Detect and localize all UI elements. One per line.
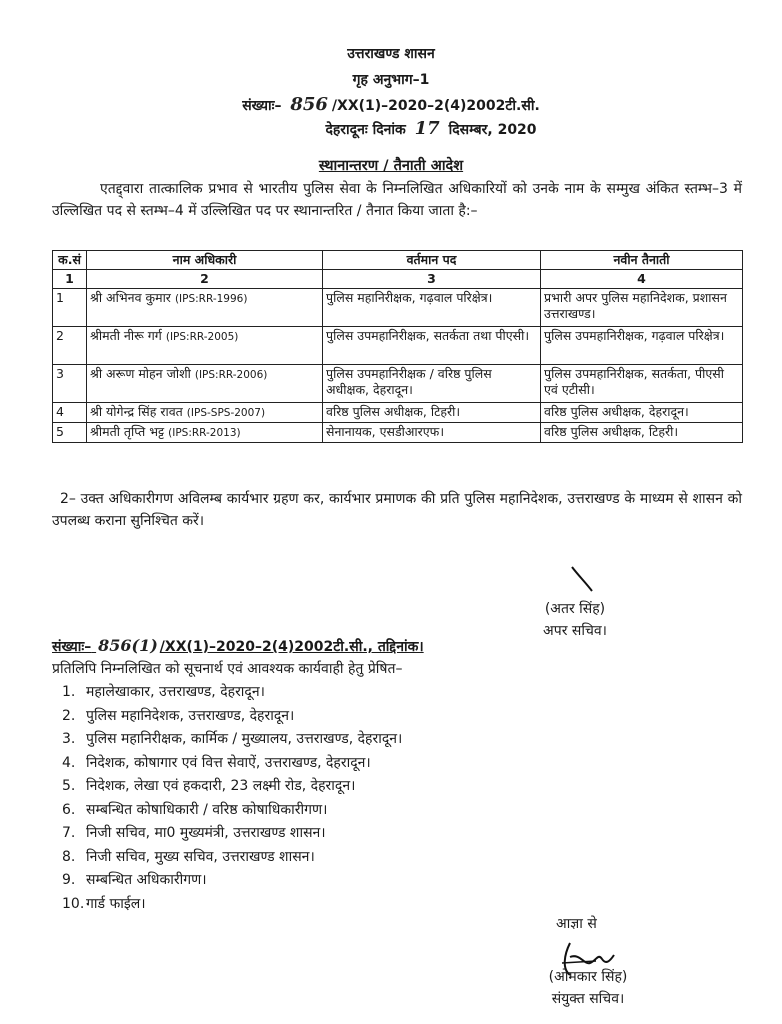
copy-ref-suffix: /XX(1)–2020–2(4)2002टी.सी., तद्दिनांक।	[159, 639, 424, 655]
list-item-number: 3.	[62, 731, 76, 747]
cell-current-post: वरिष्ठ पुलिस अधीक्षक, टिहरी।	[323, 403, 541, 423]
table-row	[53, 423, 743, 443]
col-number: 2	[87, 270, 323, 289]
cell-current-post: पुलिस उपमहानिरीक्षक / वरिष्ठ पुलिस अधीक्षक, देहरादून।	[323, 365, 541, 403]
cell-current-post: पुलिस महानिरीक्षक, गढ़वाल परिक्षेत्र।	[323, 289, 541, 327]
reference-number	[0, 94, 782, 115]
order-by-name: (ओमकार सिंह)	[548, 969, 628, 985]
cell-officer-name	[87, 403, 323, 423]
cell-new-posting: वरिष्ठ पुलिस अधीक्षक, देहरादून।	[541, 403, 743, 423]
cell-officer-name	[87, 423, 323, 443]
date-prefix: देहरादूनः दिनांक	[325, 122, 406, 138]
officer-service-ref: (IPS:RR-2005)	[165, 331, 239, 343]
list-item-text: निदेशक, लेखा एवं हकदारी, 23 लक्ष्मी रोड, देहरादून।	[86, 778, 356, 794]
list-item	[62, 846, 402, 870]
order-by-designation: संयुक्त सचिव।	[551, 991, 625, 1007]
officer-name: श्री अभिनव कुमार	[90, 290, 171, 305]
order-by-block	[528, 966, 648, 1010]
intro-paragraph: एतद्द्वारा तात्कालिक प्रभाव से भारतीय पुलिस सेवा के निम्नलिखित अधिकारियों को उनके नाम के सम्मुख अंकित स्तम्भ–3 में उल्लिखित पद से स्तम्भ–4 में उल्लिखित पद पर स्थानान्तरित / तैनात किया जाता है:–	[52, 181, 742, 219]
copy-ref-prefix: संख्याः–	[52, 639, 92, 655]
issue-date	[40, 118, 782, 139]
cell-serial: 5	[53, 423, 87, 443]
list-item-text: सम्बन्धित अधिकारीगण।	[86, 872, 207, 888]
list-item-text: पुलिस महानिदेशक, उत्तराखण्ड, देहरादून।	[86, 707, 295, 724]
date-handwritten-day: 17	[414, 118, 440, 139]
recipient-list	[62, 681, 402, 916]
list-item-text: निजी सचिव, मा0 मुख्यमंत्री, उत्तराखण्ड शासन।	[86, 825, 326, 841]
list-item	[62, 705, 402, 729]
list-item-number: 2.	[62, 707, 76, 724]
list-item	[62, 822, 402, 846]
table-column-number-row	[53, 270, 743, 289]
order-by-label: आज्ञा से	[556, 916, 597, 932]
reference-handwritten-number: 856	[290, 94, 328, 115]
list-item-number: 9.	[62, 872, 76, 888]
list-item-number: 10.	[62, 895, 85, 912]
officer-name: श्रीमती नीरू गर्ग	[90, 328, 162, 343]
instruction-paragraph: 2– उक्त अधिकारीगण अविलम्ब कार्यभार ग्रहण कर, कार्यभार प्रमाणक की प्रति पुलिस महानिदेशक, उत्तराखण्ड के माध्यम से शासन को उपलब्ध कराना सुनिश्चित करें।	[52, 491, 742, 529]
copy-intro: प्रतिलिपि निम्नलिखित को सूचनार्थ एवं आवश्यक कार्यवाही हेतु प्रेषित–	[52, 661, 403, 677]
list-item-number: 6.	[62, 801, 76, 818]
reference-suffix: /XX(1)–2020–2(4)2002टी.सी.	[331, 98, 540, 114]
list-item-number: 8.	[62, 848, 76, 865]
officer-name: श्रीमती तृप्ति भट्ट	[90, 424, 165, 439]
col-header-serial: क.सं	[53, 251, 87, 270]
cell-current-post: सेनानायक, एसडीआरएफ।	[323, 423, 541, 443]
government-name: उत्तराखण्ड शासन	[347, 46, 435, 62]
cell-officer-name	[87, 289, 323, 327]
list-item-number: 5.	[62, 778, 76, 794]
list-item	[62, 799, 402, 823]
list-item-text: महालेखाकार, उत्तराखण्ड, देहरादून।	[86, 684, 265, 700]
table-row	[53, 327, 743, 365]
officer-name: श्री अरूण मोहन जोशी	[90, 366, 191, 381]
officer-service-ref: (IPS:RR-2006)	[194, 369, 268, 381]
list-item-text: पुलिस महानिरीक्षक, कार्मिक / मुख्यालय, उत्तराखण्ड, देहरादून।	[86, 731, 403, 747]
cell-new-posting: वरिष्ठ पुलिस अधीक्षक, टिहरी।	[541, 423, 743, 443]
cell-serial: 2	[53, 327, 87, 365]
cell-new-posting: पुलिस उपमहानिरीक्षक, सतर्कता, पीएसी एवं एटीसी।	[541, 365, 743, 403]
cell-officer-name	[87, 365, 323, 403]
reference-prefix: संख्याः–	[242, 98, 282, 114]
list-item-text: निजी सचिव, मुख्य सचिव, उत्तराखण्ड शासन।	[86, 848, 315, 865]
col-header-new-posting: नवीन तैनाती	[541, 251, 743, 270]
cell-new-posting: पुलिस उपमहानिरीक्षक, गढ़वाल परिक्षेत्र।	[541, 327, 743, 365]
list-item	[62, 728, 402, 752]
col-header-name: नाम अधिकारी	[87, 251, 323, 270]
col-number: 1	[53, 270, 87, 289]
list-item	[62, 681, 402, 705]
col-header-current-post: वर्तमान पद	[323, 251, 541, 270]
list-item	[62, 775, 402, 799]
col-number: 4	[541, 270, 743, 289]
cell-new-posting: प्रभारी अपर पुलिस महानिदेशक, प्रशासन उत्तराखण्ड।	[541, 289, 743, 327]
cell-serial: 3	[53, 365, 87, 403]
signatory-designation: अपर सचिव।	[543, 623, 607, 639]
cell-serial: 1	[53, 289, 87, 327]
cell-current-post: पुलिस उपमहानिरीक्षक, सतर्कता तथा पीएसी।	[323, 327, 541, 365]
copy-ref-handwritten-number: 856(1)	[98, 636, 158, 655]
copy-reference-number	[52, 636, 424, 656]
department-section: गृह अनुभाग–1	[352, 72, 430, 88]
officer-service-ref: (IPS:RR-1996)	[174, 293, 248, 305]
table-row	[53, 289, 743, 327]
list-item-number: 7.	[62, 825, 76, 841]
table-row	[53, 365, 743, 403]
list-item	[62, 869, 402, 893]
officer-service-ref: (IPS-SPS-2007)	[186, 407, 266, 419]
transfer-table	[52, 250, 743, 443]
list-item-text: सम्बन्धित कोषाधिकारी / वरिष्ठ कोषाधिकारीगण।	[86, 801, 328, 818]
cell-serial: 4	[53, 403, 87, 423]
list-item-number: 4.	[62, 754, 76, 771]
officer-name: श्री योगेन्द्र सिंह रावत	[90, 404, 183, 419]
list-item	[62, 752, 402, 776]
order-title: स्थानान्तरण / तैनाती आदेश	[318, 158, 464, 174]
list-item-text: निदेशक, कोषागार एवं वित्त सेवाऐं, उत्तराखण्ड, देहरादून।	[86, 754, 371, 771]
table-row	[53, 403, 743, 423]
date-suffix: दिसम्बर, 2020	[448, 122, 537, 138]
col-number: 3	[323, 270, 541, 289]
signatory-name: (अतर सिंह)	[544, 601, 606, 617]
signature-mark	[568, 565, 598, 593]
signatory-block	[520, 598, 630, 642]
list-item-text: गार्ड फाईल।	[86, 895, 146, 912]
officer-service-ref: (IPS:RR-2013)	[168, 427, 241, 439]
table-header-row	[53, 251, 743, 270]
list-item-number: 1.	[62, 684, 76, 700]
cell-officer-name	[87, 327, 323, 365]
list-item	[62, 893, 402, 917]
